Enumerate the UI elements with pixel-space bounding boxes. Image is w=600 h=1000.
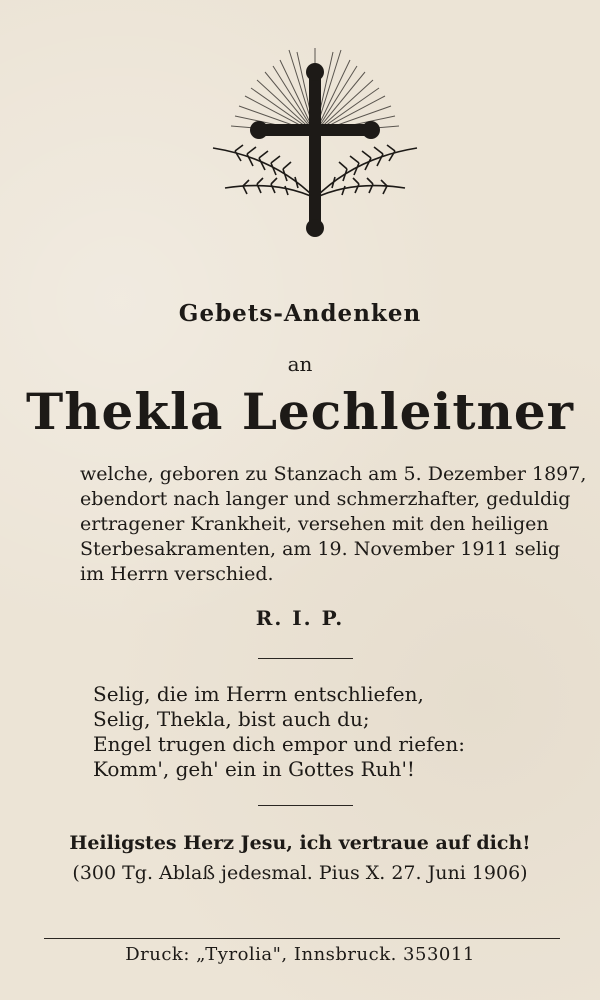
divider <box>258 805 353 806</box>
biography-line: im Herrn verschied. <box>80 563 274 585</box>
biography-text <box>80 462 590 587</box>
biography-line: welche, geboren zu Stanzach am 5. Dezember 1897, <box>80 463 587 485</box>
poem-line: Komm', geh' ein in Gottes Ruh'! <box>93 757 415 781</box>
poem-line: Engel trugen dich empor und riefen: <box>93 732 466 756</box>
biography-line: ebendort nach langer und schmerzhafter, geduldig <box>80 488 571 510</box>
footer-divider <box>44 938 560 939</box>
biography-line: Sterbesakramenten, am 19. November 1911 selig <box>80 538 561 560</box>
indulgence-text: (300 Tg. Ablaß jedesmal. Pius X. 27. Juni 1906) <box>72 862 528 884</box>
deceased-name: Thekla Lechleitner <box>26 382 574 441</box>
prayer-text: Heiligstes Herz Jesu, ich vertraue auf dich! <box>69 832 531 854</box>
rip-text: R. I. P. <box>255 606 345 630</box>
biography-line: ertragener Krankheit, versehen mit den heiligen <box>80 513 549 535</box>
divider <box>258 658 353 659</box>
preposition-text: an <box>287 352 313 376</box>
poem-line: Selig, die im Herrn entschliefen, <box>93 682 424 706</box>
printer-imprint: Druck: „Tyrolia", Innsbruck. 353011 <box>125 944 475 965</box>
poem-line: Selig, Thekla, bist auch du; <box>93 707 370 731</box>
poem <box>93 682 533 782</box>
card-heading: Gebets-Andenken <box>178 300 422 327</box>
cross-emblem-icon <box>205 48 425 248</box>
